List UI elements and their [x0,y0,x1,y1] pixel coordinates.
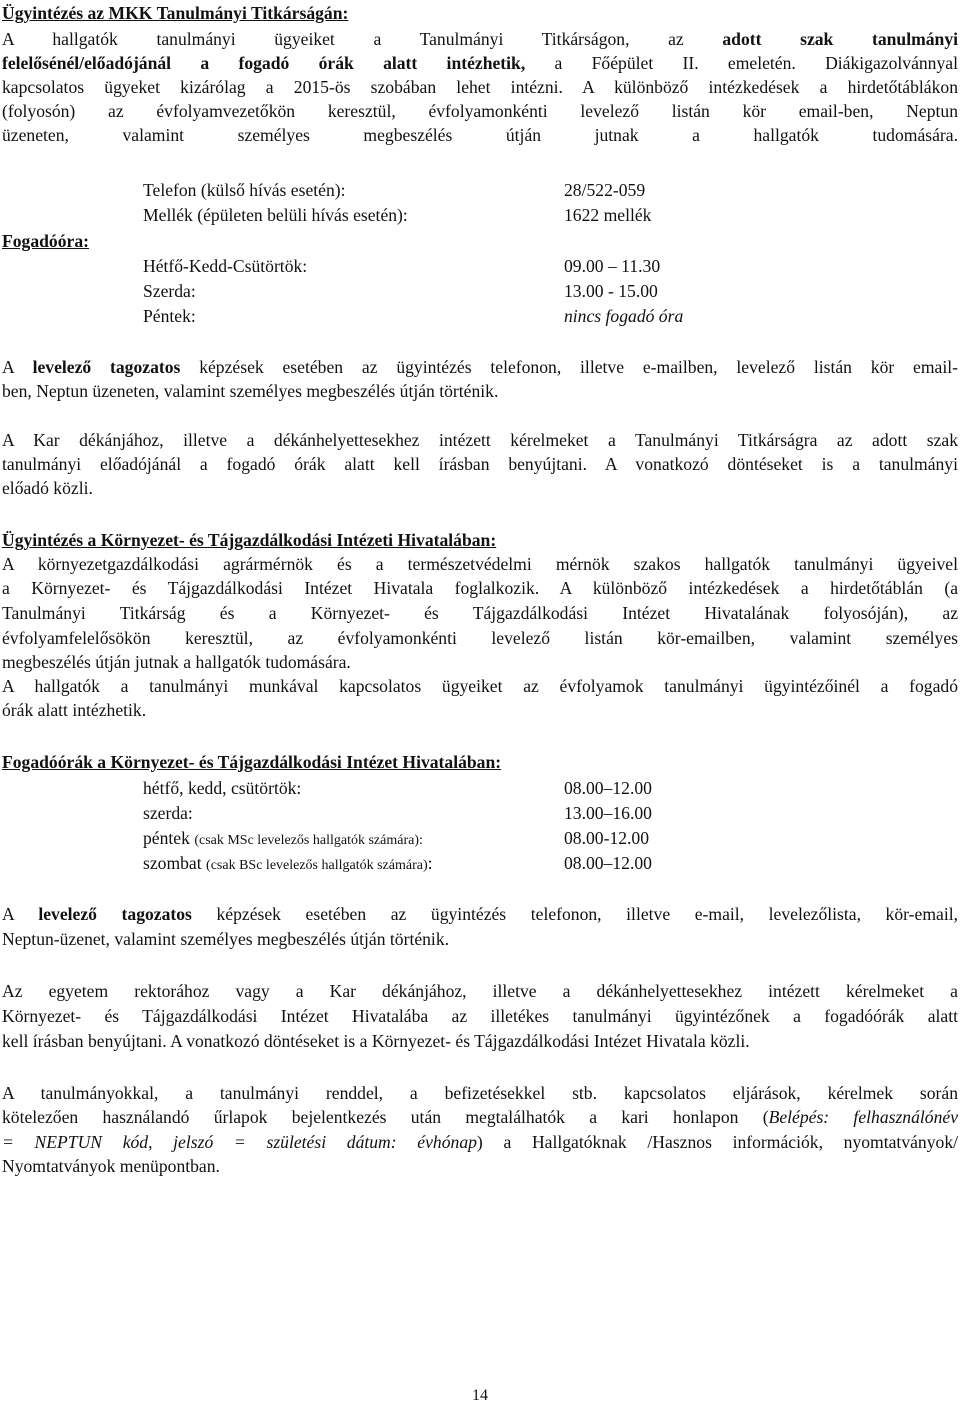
office-hours2-time: 08.00-12.00 [564,828,650,848]
paragraph-line: órák alatt intézhetik. [2,700,147,720]
paragraph-line: kapcsolatos ügyeket kizárólag a 2015-ös szobában lehet intézni. A különböző intézkedések a hirdetőtáblákon [2,77,958,97]
office-hours2-note: (csak MSc levelezős hallgatók számára): [194,833,423,848]
paragraph-line: kötelezően használandó űrlapok bejelentkezés után megtalálhatók a kari honlapon (Belépés: felhasználónév [2,1107,958,1127]
paragraph-line: Nyomtatványok menüpontban. [2,1156,220,1176]
paragraph-line: előadó közli. [2,478,93,498]
paragraph-line: felelősénél/előadójánál a fogadó órák alatt intézhetik, a Főépület II. emeletén. Diákigazolvánnyal [2,53,958,73]
paragraph-line: ben, Neptun üzeneten, valamint személyes megbeszélés útján történik. [2,381,499,401]
office-hours2-day: hétfő, kedd, csütörtök: [143,778,302,798]
office-hours2-day: péntek (csak MSc levelezős hallgatók számára): [143,828,423,848]
paragraph-line: A környezetgazdálkodási agrármérnök és a természetvédelmi mérnök szakos hallgatók tanulmányi ügyeivel [2,554,958,574]
office-hours2-time: 08.00–12.00 [564,853,652,873]
office-hours2-note: (csak BSc levelezős hallgatók számára) [206,858,428,873]
office-hours2-day: szombat (csak BSc levelezős hallgatók számára): [143,853,433,873]
office-hours-time: 13.00 - 15.00 [564,281,658,301]
office-hours-time: nincs fogadó óra [564,306,684,326]
paragraph-line: Az egyetem rektorához vagy a Kar dékánjához, illetve a dékánhelyettesekhez intézett kérelmeket a [2,981,958,1001]
paragraph-line: A hallgatók a tanulmányi munkával kapcsolatos ügyeiket az évfolyamok tanulmányi ügyintézőinél a fogadó [2,676,958,696]
paragraph-line: A Kar dékánjához, illetve a dékánhelyettesekhez intézett kérelmeket a Tanulmányi Titkárságra az adott szak [2,430,958,450]
paragraph-line: a Környezet- és Tájgazdálkodási Intézet Hivatala foglalkozik. A különböző intézkedések a hirdetőtáblán (a [2,578,958,598]
office-hours2-heading: Fogadóórák a Környezet- és Tájgazdálkodási Intézet Hivatalában: [2,752,502,772]
office-hours-time: 09.00 – 11.30 [564,256,661,276]
page-number: 14 [472,1387,488,1404]
paragraph-line: A hallgatók tanulmányi ügyeiket a Tanulmányi Titkárságon, az adott szak tanulmányi [2,29,959,49]
paragraph-line [2,147,958,171]
section-heading-ktgi: Ügyintézés a Környezet- és Tájgazdálkodási Intézeti Hivatalában: [2,530,497,550]
paragraph-line: = NEPTUN kód, jelszó = születési dátum: évhónap) a Hallgatóknak /Hasznos információk, nyomtatványok/ [2,1132,958,1152]
office-hours-day: Szerda: [143,281,196,301]
office-hours2-time: 08.00–12.00 [564,778,652,798]
paragraph-line: kell írásban benyújtani. A vonatkozó döntéseket is a Környezet- és Tájgazdálkodási Intézet Hivatala közli. [2,1031,750,1051]
phone-internal-value: 1622 mellék [564,205,652,225]
phone-external-label: Telefon (külső hívás esetén): [143,180,346,200]
paragraph-line: megbeszélés útján jutnak a hallgatók tudomására. [2,652,351,672]
paragraph-line: A tanulmányokkal, a tanulmányi renddel, a befizetésekkel stb. kapcsolatos eljárások, kérelmek során [2,1083,958,1103]
paragraph-line: A levelező tagozatos képzések esetében az ügyintézés telefonon, illetve e-mailben, levelező listán kör email- [2,357,958,377]
phone-internal-label: Mellék (épületen belüli hívás esetén): [143,205,408,225]
paragraph-line: Tanulmányi Titkárság és a Környezet- és Tájgazdálkodási Intézet Hivatalának folyosóján), az [2,603,958,623]
phone-external-value: 28/522-059 [564,180,646,200]
paragraph-line: Neptun-üzenet, valamint személyes megbeszélés útján történik. [2,929,450,949]
section-heading-mkk: Ügyintézés az MKK Tanulmányi Titkárságán: [2,3,349,23]
office-hours-label: Fogadóóra: [2,231,89,251]
office-hours2-time: 13.00–16.00 [564,803,652,823]
paragraph-line: évfolyamfelelősökön keresztül, az évfolyamonkénti levelező listán kör-emailben, valamint személyes [2,628,958,648]
office-hours-day: Péntek: [143,306,196,326]
paragraph-line: üzeneten, valamint személyes megbeszélés útján jutnak a hallgatók tudomására. [2,125,958,145]
office-hours2-day: szerda: [143,803,193,823]
office-hours-day: Hétfő-Kedd-Csütörtök: [143,256,308,276]
paragraph-line: Környezet- és Tájgazdálkodási Intézet Hivatalába az illetékes tanulmányi ügyintézőnek a fogadóórák alatt [2,1006,958,1026]
paragraph-line: (folyosón) az évfolyamvezetőkön keresztül, évfolyamonkénti levelező listán kör email-ben, Neptun [2,101,958,121]
paragraph-line: A levelező tagozatos képzések esetében az ügyintézés telefonon, illetve e-mail, levelezőlista, kör-email, [2,904,958,924]
paragraph-line: tanulmányi előadójánál a fogadó órák alatt kell írásban benyújtani. A vonatkozó döntéseket is a tanulmányi [2,454,958,474]
